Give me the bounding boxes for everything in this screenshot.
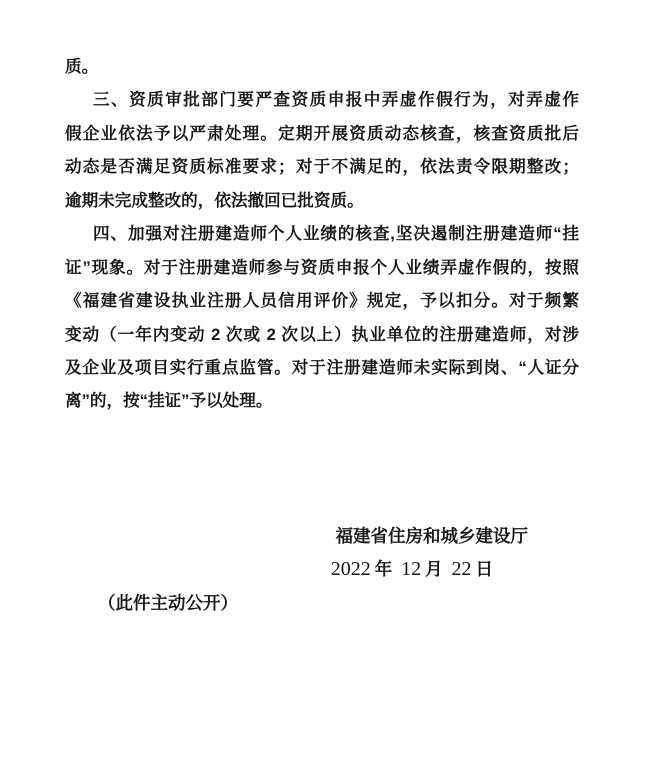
signature-date (65, 553, 579, 586)
date-month: 12 (401, 558, 422, 581)
document-line: 四、加强对注册建造师个人业绩的核查,坚决遏制注册建造师“挂 (93, 224, 579, 244)
signature-org: 福建省住房和城乡建设厅 (335, 525, 528, 546)
date-day-unit: 日 (475, 559, 493, 580)
date-year: 2022 (330, 558, 371, 581)
document-line: 动态是否满足资质标准要求；对于不满足的，依法责令限期整改； (65, 157, 579, 177)
document-line: 质。 (65, 57, 99, 76)
document-line: 逾期未完成整改的，依法撤回已批资质。 (65, 190, 364, 210)
publicity-note: （此件主动公开） (98, 592, 238, 613)
document-line: 及企业及项目实行重点监管。对于注册建造师未实际到岗、“人证分 (65, 357, 579, 377)
document-line: 《福建省建设执业注册人员信用评价》规定，予以扣分。对于频繁 (65, 291, 579, 311)
document-line: 离”的，按“挂证”予以处理。 (65, 391, 273, 411)
document-body (65, 50, 579, 418)
document-line: 假企业依法予以严肃处理。定期开展资质动态核查，核查资质批后 (65, 123, 579, 143)
document-line: 变动（一年内变动 2 次或 2 次以上）执业单位的注册建造师，对涉 (65, 324, 579, 344)
date-month-unit: 月 (425, 559, 443, 580)
signature-gap (65, 418, 579, 520)
document-line: 三、资质审批部门要严查资质申报中弄虚作假行为，对弄虚作 (93, 90, 579, 110)
document-line: 证”现象。对于注册建造师参与资质申报个人业绩弄虚作假的，按照 (65, 257, 579, 277)
date-year-unit: 年 (374, 559, 393, 580)
date-day: 22 (451, 558, 472, 581)
